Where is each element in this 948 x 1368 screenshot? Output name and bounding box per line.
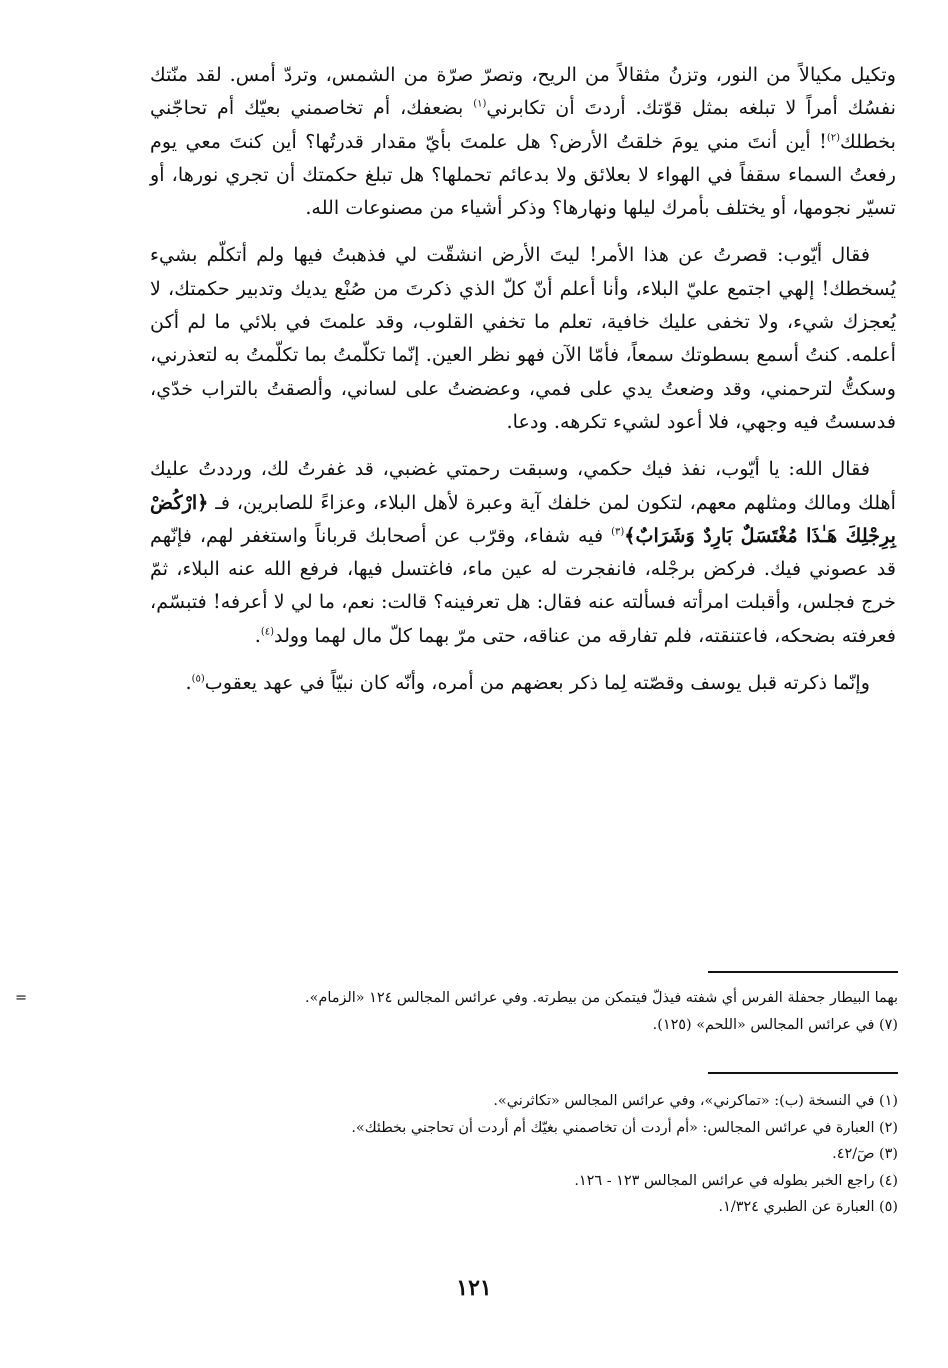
text-run: . [254, 623, 261, 647]
text-run: وإنّما ذكرته قبل يوسف وقصّته لِما ذكر بعضهم من أمره، وأنّه كان نبيّاً في عهد يعقوب [204, 671, 870, 695]
footnote-continuation [15, 985, 898, 1012]
footnote-2: (٢) العبارة في عرائس المجالس: «أم أردت أن تخاصمني بغيّك أم أردت أن تحاجني بخطئك». [351, 1119, 898, 1136]
footnote-marker: (٤) [260, 626, 274, 638]
text-run: فقال الله: يا أيّوب، نفذ فيك حكمي، وسبقت رحمتي غضبي، قد غفرتُ لك، ورددتُ عليك أهلك ومالك ومثلهم معهم، لتكون لمن خلفك آية وعبرة لأهل البلاء، وعزاءً للصابرين، فـ [150, 457, 896, 514]
footnote-separator [708, 1072, 898, 1074]
footnote-5: (٥) العبارة عن الطبري ١/٣٢٤. [718, 1199, 898, 1216]
paragraph-2 [150, 238, 896, 438]
page-number: ١٢١ [456, 1275, 492, 1301]
text-run: بضعفك، أم تخاصمني بعيّك أم تحاجّني بخطلك [150, 96, 896, 153]
main-text [150, 58, 896, 699]
footnote-marker: (٢) [826, 132, 840, 144]
footnote-4: (٤) راجع الخبر بطوله في عرائس المجالس ١٢٣ - ١٢٦. [574, 1172, 898, 1189]
text-run: ! أين أنتَ مني يومَ خلقتُ الأرض؟ هل علمتَ بأيّ مقدار قدرتُها؟ أين كنتَ معي يوم رفعتُ السماء سقفاً في الهواء لا بعلائق ولا بدعائم تحملها؟ هل تبلغ حكمتك أن تجري نورها، أو تسيّر نجومها، أو يختلف بأمرك ليلها ونهارها؟ وذكر أشياء من مصنوعات الله. [150, 129, 896, 220]
text-run: فيه شفاء، وقرّب عن أصحابك قرباناً واستغفر لهم، فإنّهم قد عصوني فيك. فركض برجْله، فانفجرت له عين ماء، فاغتسل فيها، فرفع الله عنه البلاء، ثمّ خرج فجلس، وأقبلت امرأته فسألته عنه فقال: هل تعرفينه؟ قالت: نعم، ما لي لا أعرفه! فتبسّم، فعرفته بضحكه، فاعتنقته، فلم تفارقه من عناقه، حتى مرّ بهما كلّ مال لهما وولد [150, 523, 896, 647]
continuation-marker: = [15, 990, 28, 1006]
text-run: . [185, 671, 192, 695]
footnotes [150, 1088, 898, 1221]
footnote-1: (١) في النسخة (ب): «تماكرني»، وفي عرائس المجالس «تكاثرني». [493, 1093, 898, 1109]
footnote-7: (٧) في عرائس المجالس «اللحم» (١٢٥). [652, 1016, 898, 1033]
paragraph-1 [150, 58, 896, 224]
footnote-separator-top [708, 971, 898, 973]
text-run: فقال أيّوب: قصرتُ عن هذا الأمر! ليتَ الأرض انشقّت لي فذهبتُ فيها ولم أتكلّم بشيء يُسخطك! إلهي اجتمع عليّ البلاء، وأنا أعلم أنّ كلّ الذي ذكرتَ من صُنْع يديك وتدبير حكمتك، لا يُعجزك شيء، ولا تخفى عليك خافية، تعلم ما تخفي القلوب، وقد علمتَ في بلائي ما لم أكن أعلمه. كنتُ أسمع بسطوتك سمعاً، فأمّا الآن فهو نظر العين. إنّما تكلّمتُ بما تكلّمتُ به لتعذرني، وسكتُّ لترحمني، وقد وضعتُ يدي على فمي، وعضضتُ على لساني، وألصقتُ بالتراب خدّي، فدسستُ فيه وجهي، فلا أعود لشيء تكرهه. ودعا. [150, 243, 896, 433]
paragraph-4 [150, 666, 896, 699]
footnote-marker: (١) [473, 98, 487, 110]
footnote-marker: (٣) [611, 526, 625, 538]
footnotes-previous [15, 985, 898, 1038]
footnote-marker: (٥) [191, 673, 205, 685]
paragraph-3 [150, 452, 896, 652]
text-run: وتكيل مكيالاً من النور، وتزنُ مثقالاً من الريح، وتصرّ صرّة من الشمس، وتردّ أمس. لقد منّتك نفسُك أمراً لا تبلغه بمثل قوّتك. أردتَ أن تكابرني [150, 63, 896, 120]
footnote-continuation-text: بهما البيطار جحفلة الفرس أي شفته فيذلّ فيتمكن من بيطرته. وفي عرائس المجالس ١٢٤ «الزمام». [305, 990, 898, 1006]
quran-verse: ﴿ارْكُضْ بِرِجْلِكَ هَـٰذَا مُغْتَسَلٌ بَارِدٌ وَشَرَابٌ﴾ [150, 490, 896, 547]
footnote-3: (٣) صٓ/٤٢. [832, 1146, 898, 1163]
